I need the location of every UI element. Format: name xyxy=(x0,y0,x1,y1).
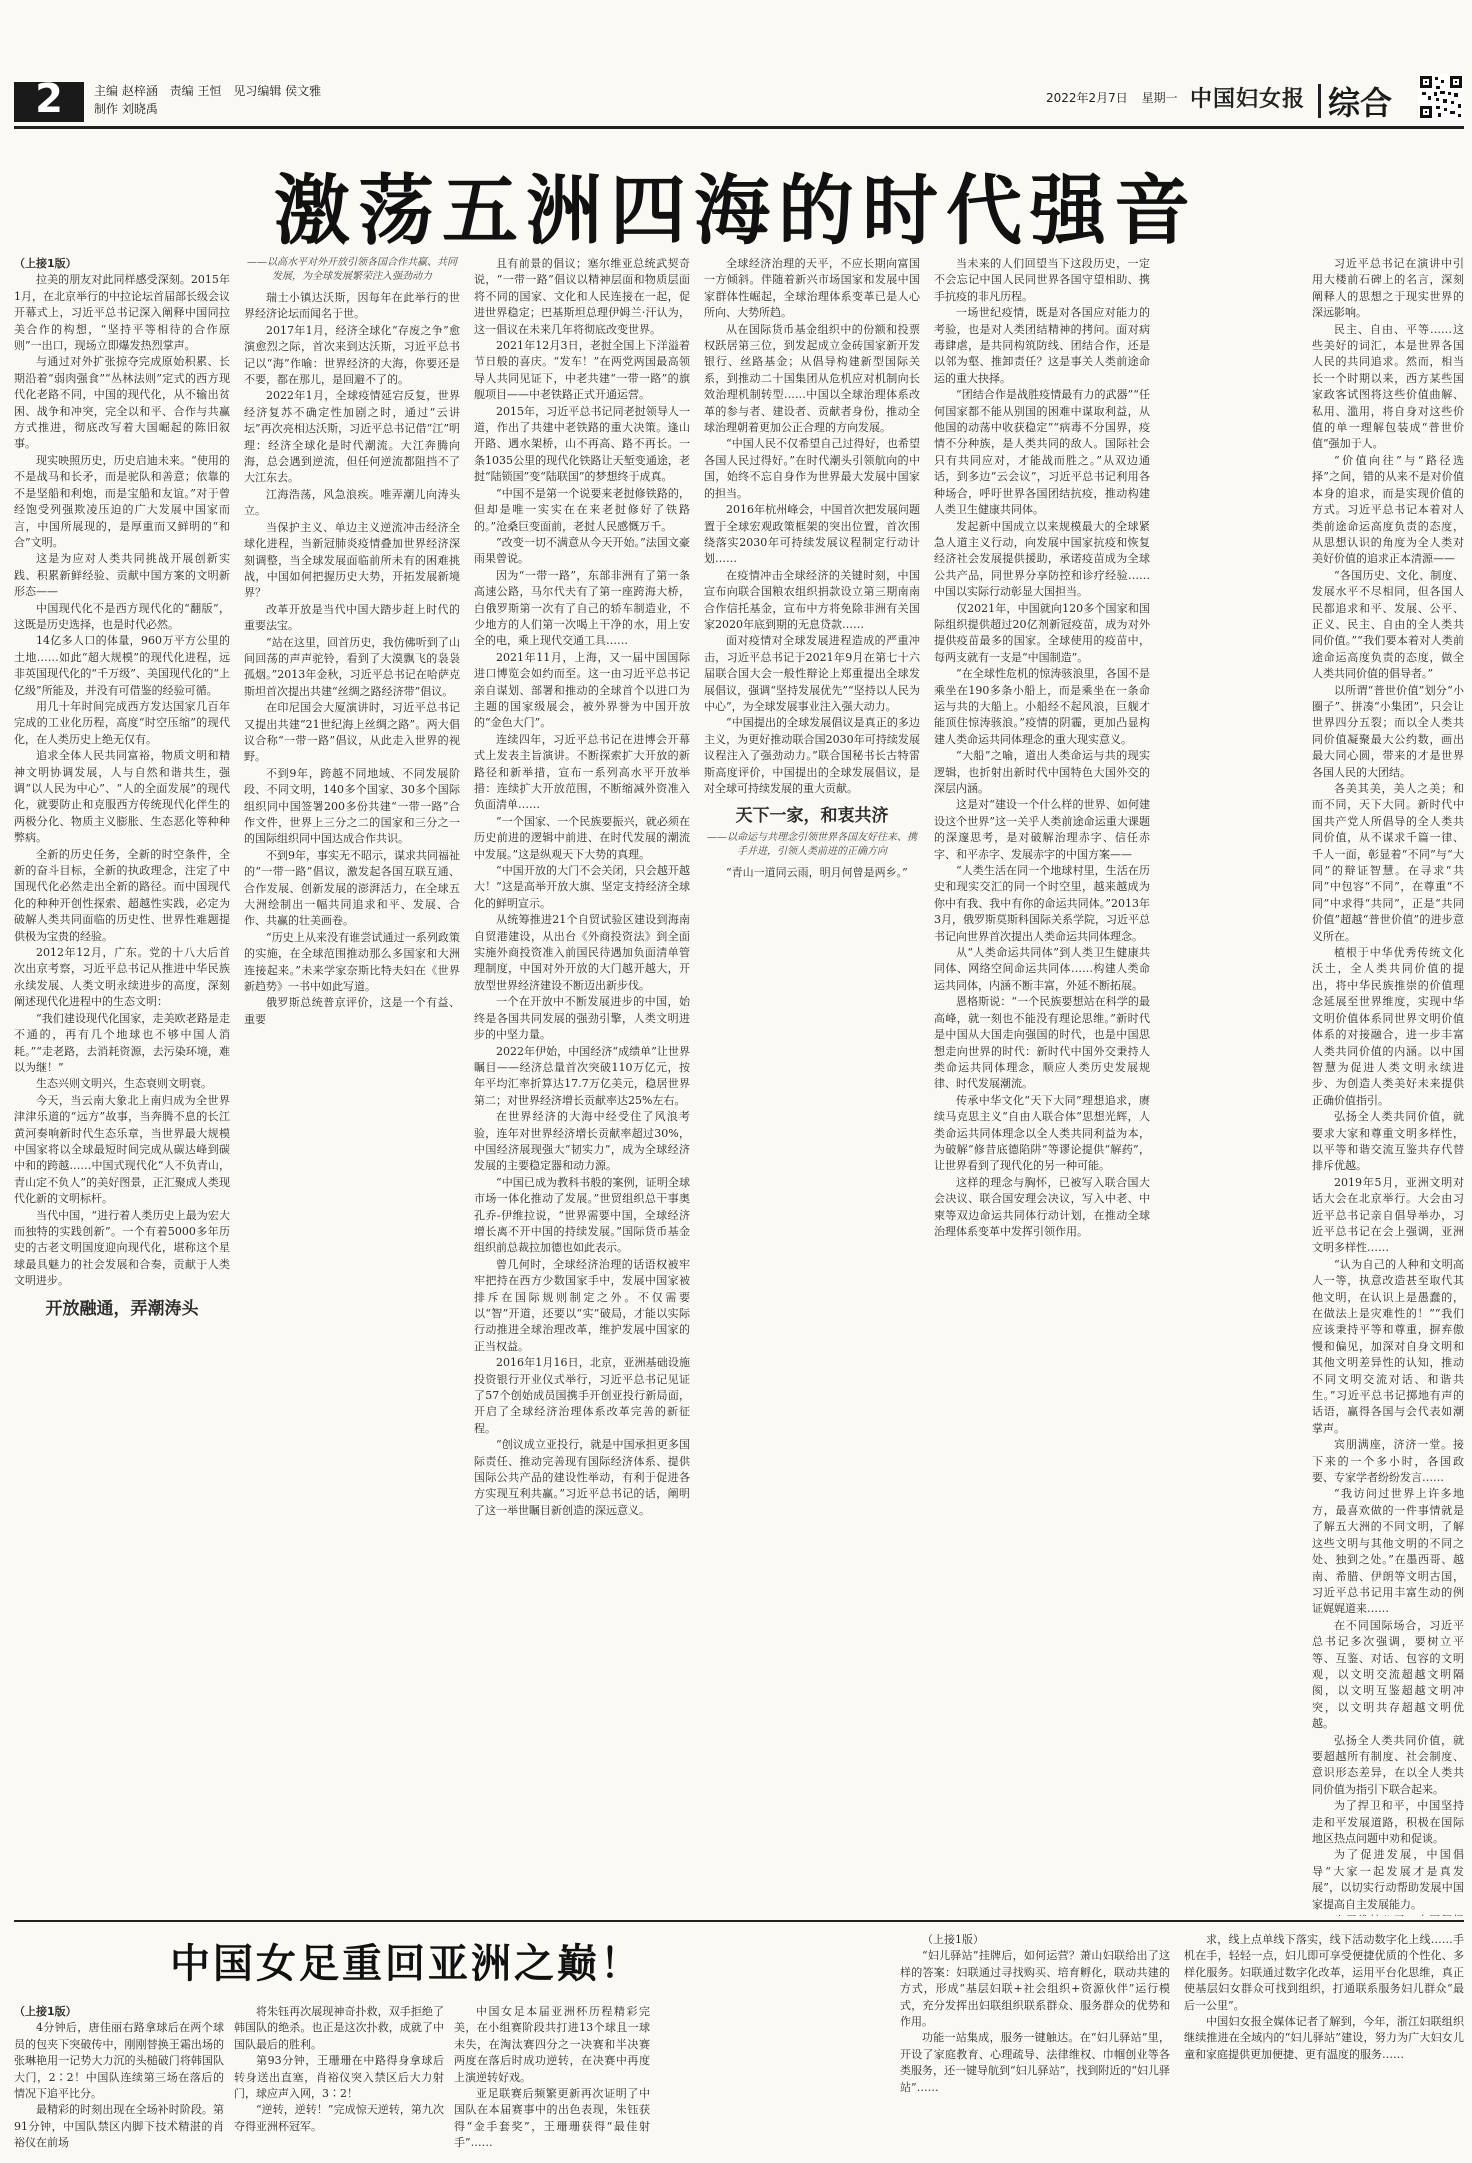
paragraph: 4分钟后，唐佳丽右路拿球后在两个球员的包夹下突破传中，刚刚替换王霜出场的张琳艳用一记势大力沉的头槌破门将韩国队大门，2∶2！中国队连续第三场在落后的情况下追平比分。 xyxy=(14,2021,224,2101)
paragraph: 从在国际货币基金组织中的份额和投票权跃居第三位，到发起成立金砖国家新开发银行、丝路基金；从倡导构建新型国际关系，到推动二十国集团从危机应对机制向长效治理机制转型……中国以全球治理体系改革的参与者、建设者、贡献者身份，推动全球治理朝着更加公正合理的方向发展。 xyxy=(704,322,920,435)
section-name: 综合 xyxy=(1328,84,1393,122)
paragraph: 植根于中华优秀传统文化沃土，全人类共同价值的提出，将中华民族推崇的价值理念延展至世界维度，实现中华文明价值体系同世界文明价值体系的对接融合，进一步丰富人类共同价值的内涵。以中国智慧为促进人类文明永续进步、为创造人类美好未来提供正确价值指引。 xyxy=(1312,946,1464,1107)
paragraph: 面对疫情对全球发展进程造成的严重冲击，习近平总书记于2021年9月在第七十六届联合国大会一般性辩论上郑重提出全球发展倡议，强调“坚持发展优先”“坚持以人民为中心”，为全球发展事业注入强大动力。 xyxy=(704,634,920,713)
article-column-3 xyxy=(474,256,690,1916)
header-rule xyxy=(14,126,1464,129)
paragraph: “逆转，逆转！”完成惊天逆转，第九次夺得亚洲杯冠军。 xyxy=(234,2103,444,2133)
bottom-headline: 中国女足重回亚洲之巅！ xyxy=(170,1941,643,1987)
paragraph: “改变一切不满意从今天开始。”法国文豪雨果曾说。 xyxy=(474,535,690,566)
bottom-column-2 xyxy=(234,2004,444,2156)
paragraph: “大船”之喻，道出人类命运与共的现实逻辑，也折射出新时代中国特色大国外交的深层内涵。 xyxy=(934,749,1150,795)
paragraph: 全新的历史任务，全新的时空条件，全新的奋斗目标，全新的执政理念，注定了中国现代化必然走出全新的路径。而中国现代化的种种开创性探索、超越性实践，必定为破解人类共同面临的历史性、世界性难题提供极为宝贵的经验。 xyxy=(14,847,230,943)
paragraph: 不到9年，跨越不同地域、不同发展阶段、不同文明，140多个国家、30多个国际组织同中国签署200多份共建“一带一路”合作文件，世界上三分之二的国家和三分之一的国际组织同中国达成合作共识。 xyxy=(244,766,460,846)
paragraph: 江海浩荡，风急浪疾。唯弄潮儿向涛头立。 xyxy=(244,487,460,518)
paragraph: 今天，当云南大象北上南归成为全世界津津乐道的“远方”故事，当奔腾不息的长江黄河奏响新时代生态乐章，当世界最大规模中国家将以全球最短时间完成从碳达峰到碳中和的跨越……中国式现代化“人不负青山，青山定不负人”的美好图景，正汇聚成人类现代化新的文明标杆。 xyxy=(14,1093,230,1206)
paragraph: 改革开放是当代中国大踏步赶上时代的重要法宝。 xyxy=(244,602,460,633)
paragraph: 各美其美，美人之美；和而不同，天下大同。新时代中国共产党人所倡导的全人类共同价值，从不谋求千篇一律、千人一面，彰显着“不同”与“大同”的辩证智慧。在寻求“共同”中包容“不同”，在尊重“不同”中求得“共同”，正是“共同价值”超越“普世价值”的进步意义所在。 xyxy=(1312,782,1464,943)
paragraph: 生态兴则文明兴，生态衰则文明衰。 xyxy=(36,1077,212,1091)
paragraph: “团结合作是战胜疫情最有力的武器”“任何国家都不能从别国的困难中谋取利益，从他国的动荡中收获稳定”“病毒不分国界，疫情不分种族，是人类共同的敌人。国际社会只有共同应对，才能战而胜之。”从双边通话，到多边“云会议”，习近平总书记利用各种场合，呼吁世界各国团结抗疫，推动构建人类卫生健康共同体。 xyxy=(934,388,1150,517)
paragraph: “创议成立亚投行，就是中国承担更多国际责任、推动完善现有国际经济体系、提供国际公共产品的建设性举动，有利于促进各方实现互利共赢。”习近平总书记的话，阐明了这一举世瞩目新创造的深远意义。 xyxy=(474,1438,690,1517)
paragraph: 拉美的朋友对此同样感受深刻。2015年1月，在北京举行的中拉论坛首届部长级会议开幕式上，习近平总书记深入阐释中国同拉美合作的构想，“坚持平等相待的合作原则”一出口，现场立即爆发热烈掌声。 xyxy=(14,273,230,353)
subheading-1: 开放融通，弄潮涛头 xyxy=(45,1298,199,1319)
paragraph: 为了促进发展，中国倡导“大家一起发展才是真发展”，以切实行动帮助发展中国家提高自主发展能力。 xyxy=(1312,1848,1464,1911)
paragraph: 在印尼国会大厦演讲时，习近平总书记又提出共建“21世纪海上丝绸之路”。两大倡议合称“一带一路”倡议，从此走入世界的视野。 xyxy=(244,701,460,764)
paragraph: 俄罗斯总统普京评价，这是一个有益、重要 xyxy=(244,996,460,1026)
subheading-1-deck: ——以高水平对外开放引领各国合作共赢、共同发展，为全球发展繁荣注入强劲动力 xyxy=(247,257,457,282)
article-column-4 xyxy=(704,256,920,1916)
paragraph: 2022年1月，全球疫情延宕反复，世界经济复苏不确定性加剧之时，通过“云讲坛”再次亮相达沃斯，习近平总书记借“江”明理：经济全球化是时代潮流。大江奔腾向海，总会遇到逆流，但任何逆流都阻挡不了大江东去。 xyxy=(244,389,460,485)
editor-duty: 责编 王恒 xyxy=(169,84,222,98)
continued-tag: （上接1版） xyxy=(14,257,77,270)
paragraph: 这是对“建设一个什么样的世界、如何建设这个世界”这一关乎人类前途命运重大课题的深邃思考，是对破解治理赤字、信任赤字、和平赤字、发展赤字的中国方案—— xyxy=(934,798,1150,861)
paragraph: 弘扬全人类共同价值，就要求大家和尊重文明多样性，以平等和谐交流互鉴共存代替排斥优越。 xyxy=(1312,1110,1464,1173)
paragraph: 发起新中国成立以来规模最大的全球紧急人道主义行动，向发展中国家抗疫和恢复经济社会发展提供援助，承诺疫苗成为全球公共产品，同世界分享防控和诊疗经验……中国以实际行动彰显大国担当。 xyxy=(934,519,1150,599)
issue-weekday: 星期一 xyxy=(1141,91,1178,105)
paragraph: 2021年11月，上海，又一届中国国际进口博览会如约而至。这一由习近平总书记亲自谋划、部署和推动的全球首个以进口为主题的国家级展会，被外界誉为中国开放的“金色大门”。 xyxy=(474,650,690,730)
paragraph: 这样的理念与胸怀，已被写入联合国大会决议、联合国安理会决议，写入中老、中柬等双边命运共同体行动计划，在推动全球治理体系变革中发挥引领作用。 xyxy=(934,1175,1150,1238)
paragraph: “人类生活在同一个地球村里，生活在历史和现实交汇的同一个时空里，越来越成为你中有我、我中有你的命运共同体。”2013年3月，俄罗斯莫斯科国际关系学院，习近平总书记向世界首次提出人类命运共同体理念。 xyxy=(934,864,1150,943)
editor-credits xyxy=(94,82,329,118)
paragraph: “在全球性危机的惊涛骇浪里，各国不是乘坐在190多条小船上，而是乘坐在一条命运与共的大船上。小船经不起风浪，巨舰才能顶住惊涛骇浪。”疫情的阴霾，更加凸显构建人类命运共同体理念的重大现实意义。 xyxy=(934,667,1150,746)
paragraph: 在疫情冲击全球经济的关键时刻，中国宣布向联合国粮农组织捐款设立第三期南南合作信托基金，宣布中方将免除非洲有关国家2020年底到期的无息贷款…… xyxy=(704,568,920,631)
paragraph: “中国提出的全球发展倡议是真正的多边主义，为更好推动联合国2030年可持续发展议程注入了强劲动力。”联合国秘书长古特雷斯高度评价，中国提出的全球发展倡议，是对全球可持续发展的重大贡献。 xyxy=(704,716,920,795)
paragraph: 将朱钰再次展现神奇扑救，双手拒绝了韩国队的绝杀。也正是这次扑救，成就了中国队最后的胜利。 xyxy=(234,2005,444,2051)
paragraph: 求，线上点单线下落实，线下活动数字化上线……手机在手，轻轻一点，妇儿即可享受便捷优质的个性化、多样化服务。妇联通过数字化改革，运用平台化思维，真正使基层妇女群众可找到组织，打通联系服务妇儿群众“最后一公里”。 xyxy=(1184,1933,1464,2012)
section-divider xyxy=(14,1920,1464,1922)
paragraph: 2016年1月16日，北京，亚洲基础设施投资银行开业仪式举行，习近平总书记见证了57个创始成员国携手开创亚投行新局面，开启了全球经济治理体系改革完善的新征程。 xyxy=(474,1356,690,1435)
paragraph: 且有前景的倡议；塞尔维亚总统武契奇说，“一带一路”倡议以精神层面和物质层面将不同的国家、文化和人民连接在一起，促进世界稳定；巴基斯坦总理伊姆兰·汗认为，这一倡议在未来几年将彻底改变世界。 xyxy=(474,257,690,336)
paragraph: “我访问过世界上许多地方，最喜欢做的一件事情就是了解五大洲的不同文明，了解这些文明与其他文明的不同之处、独到之处。”在墨西哥、越南、希腊、伊朗等文明古国，习近平总书记用丰富生动的例证娓娓道来…… xyxy=(1312,1487,1464,1616)
paragraph: 在不同国际场合，习近平总书记多次强调，要树立平等、互鉴、对话、包容的文明观，以文明交流超越文明隔阂，以文明互鉴超越文明冲突，以文明共存超越文明优越。 xyxy=(1312,1618,1464,1731)
paragraph: 14亿多人口的体量，960万平方公里的土地……如此“超大规模”的现代化进程，远非英国现代化的“千万级”、美国现代化的“上亿级”所能及，并没有可借鉴的经验可循。 xyxy=(14,634,230,697)
paragraph: “中国开放的大门不会关闭，只会越开越大！”这是高举开放大旗、坚定支持经济全球化的鲜明宣示。 xyxy=(474,864,690,910)
paragraph: 在世界经济的大海中经受住了风浪考验，连年对世界经济增长贡献率超过30%，中国经济展现强大“韧实力”，成为全球经济发展的主要稳定器和动力源。 xyxy=(474,1110,690,1173)
paper-logo: 中国妇女报 xyxy=(1190,86,1306,112)
paragraph: 追求全体人民共同富裕，物质文明和精神文明协调发展，人与自然和谐共生，强调“以人民为中心”、“人的全面发展”的现代化，就要防止和克服西方传统现代化伴生的两极分化、物质主义膨胀、生态恶化等种种弊病。 xyxy=(14,749,230,845)
paragraph: 2019年5月，亚洲文明对话大会在北京举行。大会由习近平总书记亲自倡导举办，习近平总书记在会上强调，亚洲文明多样性…… xyxy=(1312,1175,1464,1255)
paragraph: 一个在开放中不断发展进步的中国，始终是各国共同发展的强劲引擎，人类文明进步的中坚力量。 xyxy=(474,995,690,1042)
paragraph: 2012年12月，广东。党的十八大后首次出京考察，习近平总书记从推进中华民族永续发展、人类文明永续进步的高度，深刻阐述现代化进程中的生态文明： xyxy=(14,946,230,1009)
paragraph: “我们建设现代化国家，走美欧老路是走不通的，再有几个地球也不够中国人消耗。”“走老路，去消耗资源，去污染环境，难以为继！” xyxy=(14,1011,230,1074)
paragraph: 全球经济治理的天平，不应长期向富国一方倾斜。伴随着新兴市场国家和发展中国家群体性崛起，全球治理体系变革已是人心所向、大势所趋。 xyxy=(704,257,920,320)
producer: 制作 刘晓禹 xyxy=(94,102,158,116)
paragraph: 中国现代化不是西方现代化的“翻版”，这既是历史选择，也是时代必然。 xyxy=(14,601,230,631)
paragraph: 2022年伊始，中国经济“成绩单”让世界瞩目——经济总量首次突破110万亿元，按年平均汇率折算达17.7万亿美元，稳居世界第二；对世界经济增长贡献率达25%左右。 xyxy=(474,1044,690,1107)
paragraph: 中国女足本届亚洲杯历程精彩完美，在小组赛阶段共打进13个球且一球未失，在淘汰赛四分之一决赛和半决赛两度在落后时成功逆转，在决赛中再度上演逆转好戏。 xyxy=(454,2005,650,2084)
paragraph: （上接1版） xyxy=(922,1933,984,1946)
paragraph: 当代中国，“进行着人类历史上最为宏大而独特的实践创新”。一个有着5000多年历史的古老文明国度迎向现代化，堪称这个星球最具魅力的社会发展和合奏，贡献于人类文明进步。 xyxy=(14,1208,230,1288)
paragraph: “中国已成为教科书般的案例，证明全球市场一体化推动了发展。”世贸组织总干事奥孔乔-伊维拉说，“世界需要中国，全球经济增长离不开中国的持续发展。”国际货币基金组织前总裁拉加德也如此表示。 xyxy=(474,1175,690,1255)
editor-chief: 主编 赵梓涵 xyxy=(94,84,158,98)
paragraph: 2021年12月3日，老挝全国上下洋溢着节日般的喜庆。“发车！”在两党两国最高领导人共同见证下，中老共建“一带一路”的旗舰项目——中老铁路正式开通运营。 xyxy=(474,339,690,402)
paragraph: 中国妇女报全媒体记者了解到，今年，浙江妇联组织继续推进在全域内的“妇儿驿站”建设，努力为广大妇女儿童和家庭提供更加便捷、更有温度的服务…… xyxy=(1184,2015,1464,2061)
page-number: 2 xyxy=(35,76,63,122)
paragraph: 习近平总书记在演讲中引用大楼前石碑上的名言，深刻阐释人的思想之于现实世界的深远影响。 xyxy=(1312,257,1464,320)
paragraph: “中国不是第一个说要来老挝修铁路的，但却是唯一实实在在来老挝修好了铁路的。”沧桑巨变面前，老挝人民感慨万千。 xyxy=(474,486,690,533)
paragraph: 用几十年时间完成西方发达国家几百年完成的工业化历程，高度“时空压缩”的现代化，在人类历史上绝无仅有。 xyxy=(14,699,230,746)
paragraph: 2016年杭州峰会，中国首次把发展问题置于全球宏观政策框架的突出位置，首次围绕落实2030年可持续发展议程制定行动计划…… xyxy=(704,503,920,566)
main-headline: 激荡五洲四海的时代强音 xyxy=(274,166,1198,255)
paragraph: “认为自己的人种和文明高人一等，执意改造甚至取代其他文明，在认识上是愚蠢的，在做法上是灾难性的！”“我们应该秉持平等和尊重，摒弃傲慢和偏见，加深对自身文明和其他文明差异性的认知，推动不同文明交流对话、和谐共生。”习近平总书记掷地有声的话语，赢得各国与会代表如潮掌声。 xyxy=(1312,1257,1464,1435)
issue-date: 2022年2月7日 xyxy=(1046,91,1128,105)
bottom-column-5 xyxy=(1184,1932,1464,2156)
paragraph: 从统筹推进21个自贸试验区建设到海南自贸港建设，从出台《外商投资法》到全面实施外商投资准入前国民待遇加负面清单管理制度，中国对外开放的大门越开越大，开放型世界经济建设不断迈出新步伐。 xyxy=(474,913,690,992)
masthead xyxy=(0,0,1472,128)
paragraph: 不到9年，事实无不昭示，谋求共同福祉的“一带一路”倡议，激发起各国互联互通、合作发展、创新发展的澎湃活力，在全球五大洲绘制出一幅共同追求和平、发展、合作、共赢的壮美画卷。 xyxy=(244,848,460,928)
paragraph: 以所谓“普世价值”划分“小圈子”、拼凑“小集团”，只会让世界四分五裂；而以全人类共同价值凝聚最大公约数，画出最大同心圆，带来的才是世界各国人民的大团结。 xyxy=(1312,683,1464,779)
paragraph: 因为“一带一路”，东部非洲有了第一条高速公路，马尔代夫有了第一座跨海大桥，白俄罗斯第一次有了自己的轿车制造业，不少地方的人们第一次喝上干净的水，用上安全的电，乘上现代交通工具…… xyxy=(474,568,690,648)
paragraph: 2017年1月，经济全球化“存废之争”愈演愈烈之际，首次来到达沃斯，习近平总书记以“海”作喻：世界经济的大海，你要还是不要，都在那儿，是回避不了的。 xyxy=(244,323,460,387)
paragraph: “中国人民不仅希望自己过得好，也希望各国人民过得好。”在时代潮头引领航向的中国，始终不忘自身作为世界最大发展中国家的担当。 xyxy=(704,437,920,500)
bottom-column-4 xyxy=(900,1932,1170,2156)
paragraph: 为了捍卫和平，中国坚持走和平发展道路，积极在国际地区热点问题中劝和促谈。 xyxy=(1312,1799,1464,1845)
article-column-5 xyxy=(934,256,1150,1916)
bottom-column-1 xyxy=(14,2004,224,2156)
article-column-1 xyxy=(14,256,230,1916)
subheading-2: 天下一家，和衷共济 xyxy=(735,806,889,827)
logo-divider xyxy=(1318,84,1321,118)
paragraph: “历史上从来没有谁尝试通过一系列政策的实施，在全球范围推动那么多国家和大洲连接起来。”未来学家奈斯比特夫妇在《世界新趋势》一书中如此写道。 xyxy=(244,930,460,994)
paragraph: “一个国家、一个民族要振兴，就必须在历史前进的逻辑中前进、在时代发展的潮流中发展。”这是纵观天下大势的真理。 xyxy=(474,814,690,861)
article-column-2 xyxy=(244,256,460,1916)
paragraph: 一场世纪疫情，既是对各国应对能力的考验，也是对人类团结精神的拷问。面对病毒肆虐，是共同构筑防线、团结合作，还是以邻为壑、推卸责任？这是事关人类前途命运的重大抉择。 xyxy=(934,306,1150,385)
paragraph: 亚足联赛后频繁更新再次证明了中国队在本届赛事中的出色表现，朱钰获得“金手套奖”，王珊珊获得“最佳射手”…… xyxy=(454,2087,650,2150)
paragraph: 仅2021年，中国就向120多个国家和国际组织提供超过20亿剂新冠疫苗，成为对外提供疫苗最多的国家。全球使用的疫苗中，每两支就有一支是“中国制造”。 xyxy=(934,601,1150,664)
paragraph: 2015年，习近平总书记同老挝领导人一道，作出了共建中老铁路的重大决策。逢山开路、遇水架桥，山不再高、路不再长。一条1035公里的现代化铁路让天堑变通途，老挝“陆锁国”变“陆联国”的梦想终于成真。 xyxy=(474,404,690,484)
paragraph: 当保护主义、单边主义逆流冲击经济全球化进程，当新冠肺炎疫情叠加世界经济深刻调整，当全球发展面临前所未有的困难挑战，中国如何把握历史大势，开拓发展新境界？ xyxy=(244,520,460,600)
paragraph: 从“人类命运共同体”到人类卫生健康共同体、网络空间命运共同体……构建人类命运共同体，内涵不断丰富，外延不断拓展。 xyxy=(934,946,1150,992)
paragraph: “妇儿驿站”挂牌后，如何运营？萧山妇联给出了这样的答案：妇联通过寻找购买、培育孵化，联动共建的方式，形成“基层妇联+社会组织+资源伙伴”运行模式，充分发挥出妇联组织联系群众、服务群众的优势和作用。 xyxy=(900,1949,1170,2029)
editor-trainee: 见习编辑 侯文雅 xyxy=(233,84,322,98)
qr-code-icon xyxy=(1418,74,1464,120)
dateline xyxy=(1046,89,1188,106)
paragraph: 现实映照历史，历史启迪未来。“使用的不是战马和长矛，而是驼队和善意；依靠的不是坚船和利炮，而是宝船和友谊。”对于曾经饱受列强欺凌压迫的广大发展中国家而言，中国所展现的，是厚重而又鲜明的“和合”文明。 xyxy=(14,453,230,549)
paragraph: 这是为应对人类共同挑战开展创新实践、积累新鲜经验、贡献中国方案的文明新形态—— xyxy=(14,552,230,599)
paragraph: 恩格斯说：“一个民族要想站在科学的最高峰，就一刻也不能没有理论思维。”新时代是中国从大国走向强国的时代，也是中国思想走向世界的时代：新时代中国外交秉持人类命运共同体理念，顺应人类历史发展规律、时代发展潮流。 xyxy=(934,995,1150,1091)
paragraph: “各国历史、文化、制度、发展水平不尽相同，但各国人民都追求和平、发展、公平、正义、民主、自由的全人类共同价值。”“我们要本着对人类前途命运高度负责的态度，做全人类共同价值的倡导者。” xyxy=(1312,568,1464,681)
paragraph: 第93分钟，王珊珊在中路得身拿球后转身送出直塞，肖裕仪突入禁区后大力射门，球应声入网，3∶2！ xyxy=(234,2054,444,2101)
paragraph: “站在这里，回首历史，我仿佛听到了山间回荡的声声驼铃，看到了大漠飘飞的袅袅孤烟。”2013年金秋，习近平总书记在哈萨克斯坦首次提出共建“丝绸之路经济带”倡议。 xyxy=(244,635,460,698)
bottom-continued-tag: （上接1版） xyxy=(14,2005,77,2018)
paragraph: “价值向往”与“路径选择”之间，错的从来不是对价值本身的追求，而是实现价值的方式。习近平总书记本着对人类前途命运高度负责的态度，从思想认识的角度为全人类对美好价值的追求正本清源—— xyxy=(1312,453,1464,566)
bottom-column-3 xyxy=(454,2004,650,2156)
paragraph: 与通过对外扩张掠夺完成原始积累、长期沿着“弱肉强食”“丛林法则”定式的西方现代化老路不同，中国的现代化，从不输出贫困、战争和冲突，完全以和平、合作与共赢方式推进，彻底改写着大国崛起的陈旧叙事。 xyxy=(14,355,230,451)
paragraph: 当未来的人们回望当下这段历史，一定不会忘记中国人民同世界各国守望相助、携手抗疫的非凡历程。 xyxy=(934,257,1150,303)
paragraph: 最精彩的时刻出现在全场补时阶段。第91分钟，中国队禁区内脚下技术精湛的肖裕仪在前场 xyxy=(14,2103,224,2150)
paragraph: 曾几何时，全球经济治理的话语权被牢牢把持在西方少数国家手中，发展中国家被排斥在国际规则制定之外。不仅需要以“智”开道，还要以“实”破局，才能以实际行动推进全球治理改革，维护发展中国家的正当权益。 xyxy=(474,1257,690,1353)
paragraph: 弘扬全人类共同价值，就要超越所有制度、社会制度、意识形态差异，在以全人类共同价值为指引下联合起来。 xyxy=(1312,1733,1464,1796)
subheading-2-deck: ——以命运与共理念引领世界各国友好往来、携手并进，引领人类前进的正确方向 xyxy=(707,832,917,858)
paragraph: 传承中华文化“天下大同”理想追求，赓续马克思主义“自由人联合体”思想光辉，人类命运共同体理念以全人类共同利益为本，为破解“修昔底德陷阱”等谬论提供“解药”，让世界看到了现代化的另一种可能。 xyxy=(934,1093,1150,1173)
paragraph: 功能一站集成，服务一键触达。在“妇儿驿站”里，开设了家庭教育、心理疏导、法律维权、巾帼创业等各类服务，还一键导航到“妇儿驿站”，找到附近的“妇儿驿站”…… xyxy=(900,2031,1170,2094)
paragraph: “青山一道同云雨，明月何曾是两乡。” xyxy=(726,866,908,880)
paragraph xyxy=(1312,1913,1464,1916)
paragraph: 宾朋满座，济济一堂。接下来的一个多小时，各国政要、专家学者纷纷发言…… xyxy=(1312,1438,1464,1485)
article-column-8 xyxy=(1312,256,1464,1916)
paragraph: 民主、自由、平等……这些美好的词汇，本是世界各国人民的共同追求。然而，相当长一个时期以来，西方某些国家政客试图将这些价值曲解、私用、滥用，将自身对这些价值的单一理解包装成“普世价值”强加于人。 xyxy=(1312,322,1464,451)
paragraph: 连续四年，习近平总书记在进博会开幕式上发表主旨演讲。不断探索扩大开放的新路径和新举措，宣布一系列高水平开放举措：连续扩大开放范围，不断缩减外资准入负面清单…… xyxy=(474,732,690,812)
paragraph: 瑞士小镇达沃斯，因每年在此举行的世界经济论坛而闻名于世。 xyxy=(244,291,460,321)
